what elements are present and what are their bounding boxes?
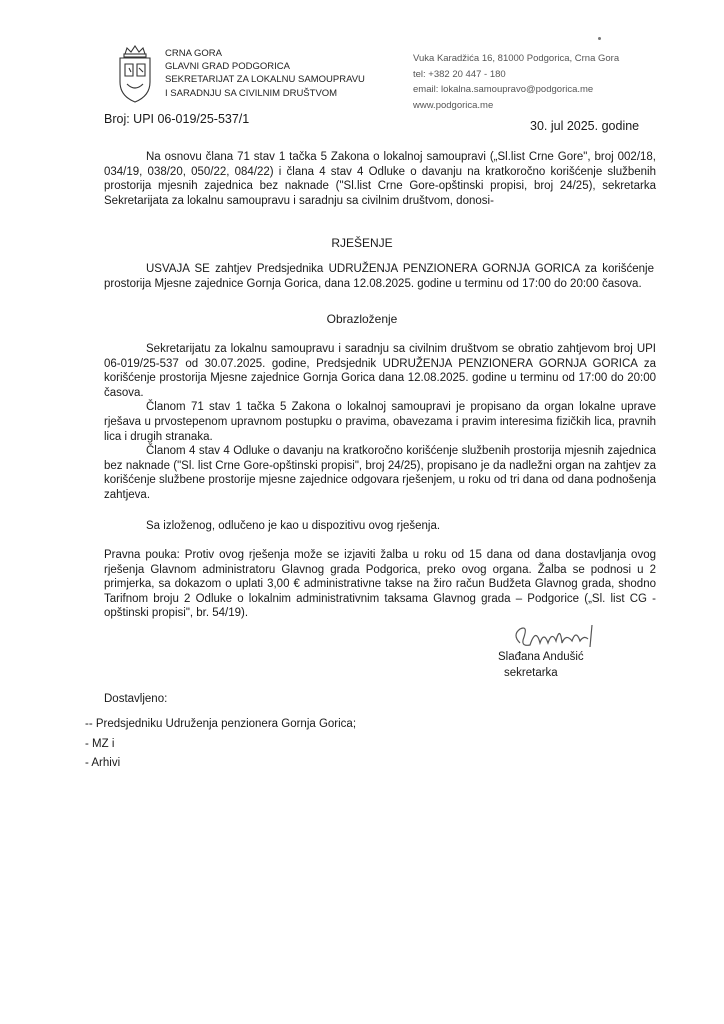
contact-address: Vuka Karadžića 16, 81000 Podgorica, Crna Gora	[413, 53, 620, 64]
legal-remedy-text: Protiv ovog rješenja može se izjaviti žalba u roku od 15 dana od dana dostavljanja ovog rješenja Glavnom administratoru Glavnog grada Podgorica, preko ovog organa. Žalba se podnosi u 2 primjerka, sa dokazom o uplati 3,00 € administrativne takse na žiro račun Budžeta Glavnog grada, shodno Tarifnom broju 2 Odluke o lokalnim administrativnim taksama Glavnog grada – Podgorice („Sl. list CG - opštinski propisi", br. 54/19).	[104, 549, 656, 620]
intro-paragraph: Na osnovu člana 71 stav 1 tačka 5 Zakona o lokalnoj samoupravi („Sl.list Crne Gore", broj 002/18, 034/19, 038/20, 050/22, 084/22) i člana 4 stav 4 Odluke o davanju na kratkoročno korišćenje službenih prostorija mjesnih zajednica bez naknade ("Sl.list Crne Gore-opštinski propisi, broj 24/25), sekretarka Sekretarijata za lokalnu samoupravu i saradnju sa civilnim društvom, donosi-	[104, 151, 656, 207]
contact-website: www.podgorica.me	[413, 99, 494, 111]
document-date: 30. jul 2025. godine	[530, 119, 640, 133]
org-country: CRNA GORA	[165, 48, 223, 59]
delivery-list	[85, 715, 356, 774]
signatory-role: sekretarka	[504, 667, 558, 679]
signatory-name: Slađana Andušić	[498, 651, 584, 663]
delivery-item: - MZ i	[85, 737, 115, 750]
legal-remedy-label: Pravna pouka:	[104, 549, 180, 561]
decision-title: RJEŠENJE	[331, 236, 393, 250]
org-city: GLAVNI GRAD PODGORICA	[165, 61, 290, 73]
reasoning-paragraph-1: Sekretarijatu za lokalnu samoupravu i saradnju sa civilnim društvom se obratio zahtjevom broj UPI 06-019/25-537 od 30.07.2025. godine, Predsjednik UDRUŽENJA PENZIONERA GORNJA GORICA za korišćenje prostorija Mjesne zajednice Gornja Gorica dana 12.08.2025. godine u terminu od 17:00 do 20:00 časova.	[104, 343, 656, 399]
contact-email: email: lokalna.samoupravo@podgorica.me	[413, 84, 594, 95]
document-number: Broj: UPI 06-019/25-537/1	[104, 112, 250, 126]
contact-phone: tel: +382 20 447 - 180	[413, 68, 506, 80]
reasoning-title: Obrazloženje	[326, 312, 398, 326]
org-department-line1: SEKRETARIJAT ZA LOKALNU SAMOUPRAVU	[165, 74, 365, 86]
legal-remedy-paragraph	[104, 548, 656, 621]
reasoning-paragraph-2: Članom 71 stav 1 tačka 5 Zakona o lokalnoj samoupravi je propisano da organ lokalne uprave rješava u prvostepenom upravnom postupku o pravima, obavezama i pravim interesima fizičkih lica, pravnih lica i drugih stranaka.	[104, 401, 656, 443]
org-department-line2: I SARADNJU SA CIVILNIM DRUŠTVOM	[165, 87, 338, 99]
organization-block	[165, 47, 365, 100]
reasoning-block	[104, 342, 656, 503]
signature-block	[498, 649, 584, 681]
delivery-label: Dostavljeno:	[104, 693, 168, 705]
coat-of-arms-icon	[113, 44, 157, 108]
scan-speck	[598, 37, 601, 40]
delivery-item: - Arhivi	[85, 757, 121, 769]
conclusion-paragraph: Sa izloženog, odlučeno je kao u dispozitivu ovog rješenja.	[146, 520, 441, 532]
contact-block	[413, 51, 619, 113]
decision-text: zahtjev Predsjednika UDRUŽENJA PENZIONERA GORNJA GORICA za korišćenje prostorija Mjesne zajednice Gornja Gorica, dana 12.08.2025. godine u terminu od 17:00 do 20:00 časova.	[104, 263, 654, 290]
reasoning-paragraph-3: Članom 4 stav 4 Odluke o davanju na kratkoročno korišćenje službenih prostorija mjesnih zajednica bez naknade ("Sl. list Crne Gore-opštinski propisi", broj 24/25), propisano je da nadležni organ na zahtjev za korišćenje službene prostorije mjesne zajednice odgovara rješenjem, u roku od tri dana od dana podnošenja zahtjeva.	[104, 445, 656, 501]
decision-paragraph	[104, 262, 654, 291]
delivery-item: -- Predsjedniku Udruženja penzionera Gornja Gorica;	[85, 718, 357, 730]
decision-lead: USVAJA SE	[146, 263, 210, 275]
